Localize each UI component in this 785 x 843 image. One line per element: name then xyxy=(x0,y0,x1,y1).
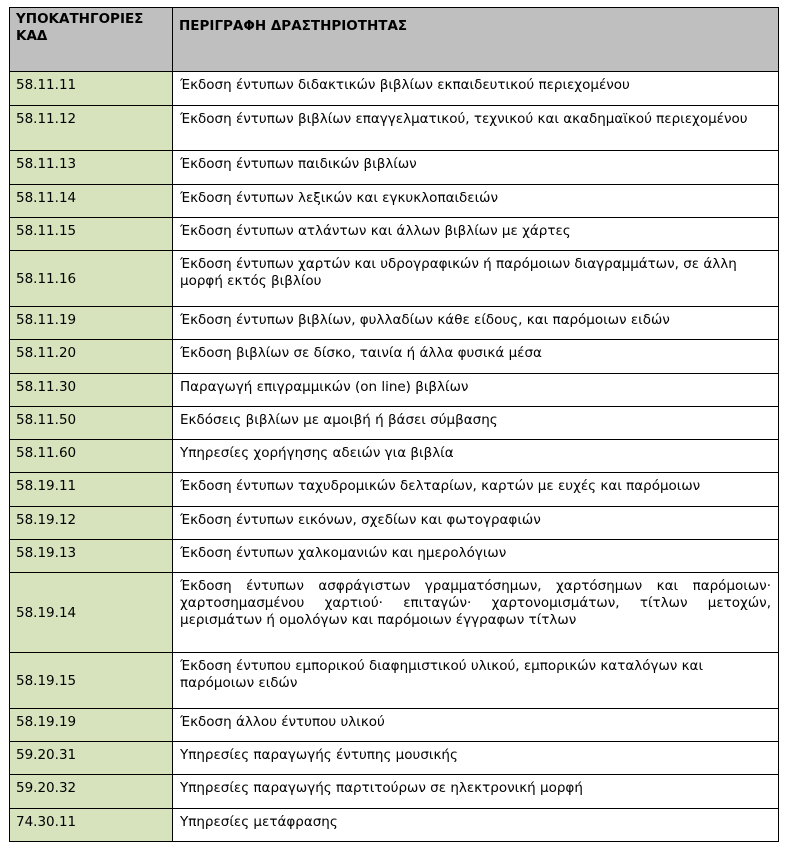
kad-code: 58.19.14 xyxy=(10,573,173,653)
kad-code: 58.11.19 xyxy=(10,307,173,340)
table-row xyxy=(10,251,779,307)
activity-description: Έκδοση έντυπων ατλάντων και άλλων βιβλίων με χάρτες xyxy=(173,218,779,251)
activity-description: Υπηρεσίες παραγωγής παρτιτούρων σε ηλεκτρονική μορφή xyxy=(173,775,779,809)
activity-description: Έκδοση έντυπων εικόνων, σχεδίων και φωτογραφιών xyxy=(173,507,779,540)
table-row xyxy=(10,775,779,809)
kad-code: 59.20.31 xyxy=(10,742,173,775)
kad-code: 58.11.16 xyxy=(10,251,173,307)
activity-description: Εκδόσεις βιβλίων με αμοιβή ή βάσει σύμβασης xyxy=(173,407,779,440)
header-description: ΠΕΡΙΓΡΑΦΗ ΔΡΑΣΤΗΡΙΟΤΗΤΑΣ xyxy=(173,8,779,72)
activity-description: Υπηρεσίες χορήγησης αδειών για βιβλία xyxy=(173,440,779,473)
activity-description: Έκδοση έντυπων χαρτών και υδρογραφικών ή παρόμοιων διαγραμμάτων, σε άλλη μορφή εκτός βιβλίου xyxy=(173,251,779,307)
kad-code: 58.11.12 xyxy=(10,106,173,151)
table-row xyxy=(10,340,779,374)
table-row xyxy=(10,507,779,540)
activity-description: Έκδοση έντυπων διδακτικών βιβλίων εκπαιδευτικού περιεχομένου xyxy=(173,72,779,106)
activity-description: Έκδοση έντυπων παιδικών βιβλίων xyxy=(173,151,779,185)
activity-description: Έκδοση άλλου έντυπου υλικού xyxy=(173,709,779,742)
activity-description: Παραγωγή επιγραμμικών (on line) βιβλίων xyxy=(173,374,779,407)
table-row xyxy=(10,742,779,775)
activity-description: Υπηρεσίες παραγωγής έντυπης μουσικής xyxy=(173,742,779,775)
activity-description: Υπηρεσίες μετάφρασης xyxy=(173,809,779,842)
activity-description: Έκδοση έντυπων βιβλίων επαγγελματικού, τεχνικού και ακαδημαϊκού περιεχομένου xyxy=(173,106,779,151)
kad-code: 59.20.32 xyxy=(10,775,173,809)
table-row xyxy=(10,473,779,507)
table-row xyxy=(10,709,779,742)
kad-activities-table xyxy=(9,7,779,842)
kad-code: 58.11.14 xyxy=(10,185,173,218)
table-row xyxy=(10,540,779,573)
table-row xyxy=(10,185,779,218)
table-row xyxy=(10,440,779,473)
table-row xyxy=(10,307,779,340)
kad-code: 58.19.12 xyxy=(10,507,173,540)
activity-description: Έκδοση βιβλίων σε δίσκο, ταινία ή άλλα φυσικά μέσα xyxy=(173,340,779,374)
kad-code: 58.11.60 xyxy=(10,440,173,473)
table-row xyxy=(10,106,779,151)
activity-description: Έκδοση έντυπου εμπορικού διαφημιστικού υλικού, εμπορικών καταλόγων και παρόμοιων ειδών xyxy=(173,653,779,709)
table-row xyxy=(10,809,779,842)
activity-description: Έκδοση έντυπων χαλκομανιών και ημερολόγιων xyxy=(173,540,779,573)
header-row xyxy=(10,8,779,72)
table-row xyxy=(10,374,779,407)
activity-description: Έκδοση έντυπων ταχυδρομικών δελταρίων, καρτών με ευχές και παρόμοιων xyxy=(173,473,779,507)
activity-description: Έκδοση έντυπων ασφράγιστων γραμματόσημων, χαρτόσημων και παρόμοιων· χαρτοσημασμένου χαρτιού· επιταγών· χαρτονομισμάτων, τίτλων μετοχών, μερισμάτων ή ομολόγων και παρόμοιων έγγραφων τίτλων xyxy=(173,573,779,653)
kad-code: 58.11.13 xyxy=(10,151,173,185)
kad-code: 58.19.11 xyxy=(10,473,173,507)
kad-code: 58.11.50 xyxy=(10,407,173,440)
activity-description: Έκδοση έντυπων λεξικών και εγκυκλοπαιδειών xyxy=(173,185,779,218)
kad-code: 58.19.13 xyxy=(10,540,173,573)
table-row xyxy=(10,151,779,185)
table-row xyxy=(10,573,779,653)
header-code: ΥΠΟΚΑΤΗΓΟΡΙΕΣ ΚΑΔ xyxy=(10,8,173,72)
kad-code: 58.19.19 xyxy=(10,709,173,742)
activity-description: Έκδοση έντυπων βιβλίων, φυλλαδίων κάθε είδους, και παρόμοιων ειδών xyxy=(173,307,779,340)
table-row xyxy=(10,218,779,251)
kad-code: 58.19.15 xyxy=(10,653,173,709)
table-row xyxy=(10,653,779,709)
kad-code: 58.11.15 xyxy=(10,218,173,251)
kad-code: 58.11.30 xyxy=(10,374,173,407)
table-row xyxy=(10,72,779,106)
kad-code: 74.30.11 xyxy=(10,809,173,842)
kad-code: 58.11.20 xyxy=(10,340,173,374)
kad-code: 58.11.11 xyxy=(10,72,173,106)
table-row xyxy=(10,407,779,440)
